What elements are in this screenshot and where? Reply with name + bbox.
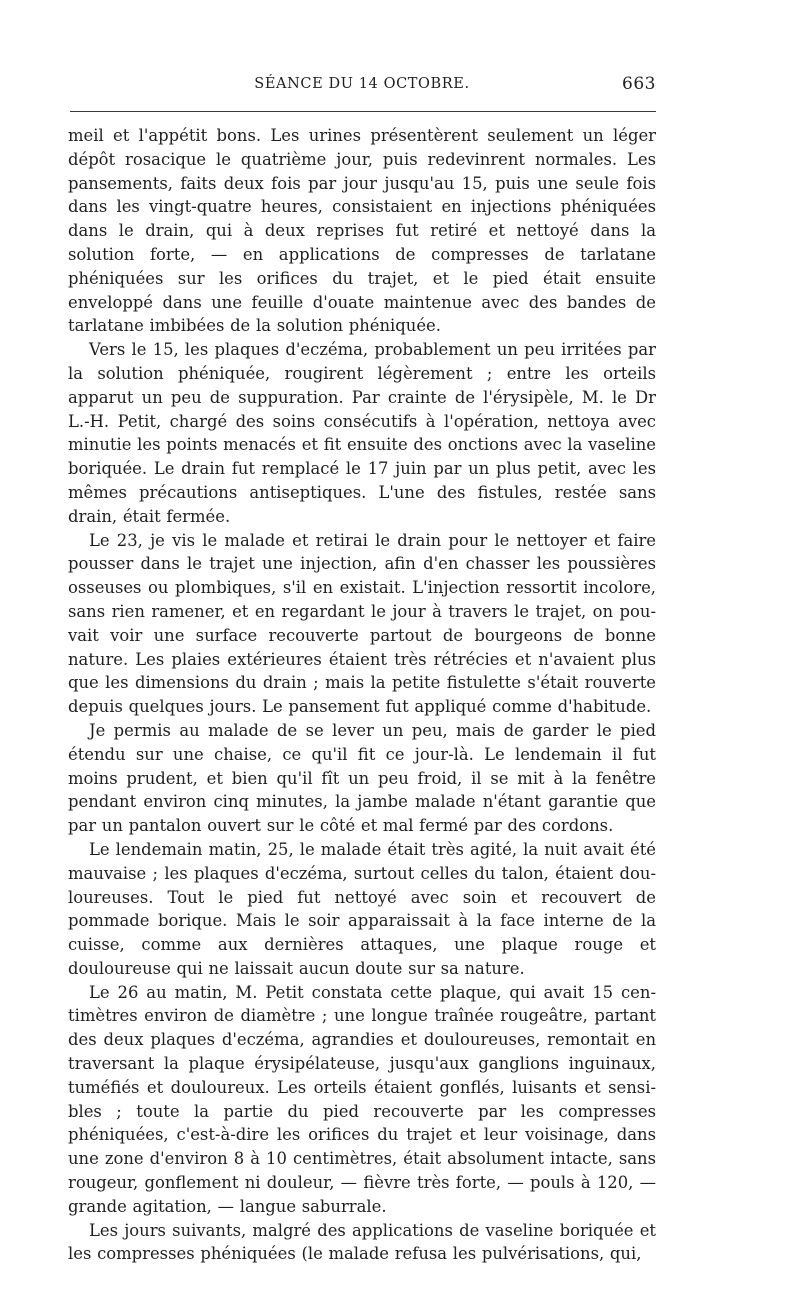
paragraph: Je permis au malade de se lever un peu, mais de garder le pied étendu sur une chaise, ce qu'il fit ce jour-là. Le lendemain il fut moins prudent, et bien qu'il fît un peu froid, il se mit à la fenêtre pendant environ cinq minutes, la jambe malade n'étant garantie que par un pantalon ouvert sur le côté et mal fermé par des cordons. <box>68 720 656 836</box>
header-rule <box>70 111 656 112</box>
body-text <box>68 124 656 1266</box>
paragraph: Le lendemain matin, 25, le malade était très agité, la nuit avait été mauvaise ; les plaques d'eczéma, surtout celles du talon, étaient douloureuses. Tout le pied fut nettoyé avec soin et recouvert de pommade borique. Mais le soir apparaissait à la face interne de la cuisse, comme aux dernières attaques, une plaque rouge et douloureuse qui ne laissait aucun doute sur sa nature. <box>68 839 656 978</box>
paragraph: Le 23, je vis le malade et retirai le drain pour le nettoyer et faire pousser dans le trajet une injection, afin d'en chasser les poussières osseuses ou plombiques, s'il en existait. L'injection ressortit incolore, sans rien ramener, et en regardant le jour à travers le trajet, on pouvait voir une surface recouverte partout de bourgeons de bonne nature. Les plaies extérieures étaient très rétrécies et n'avaient plus que les dimensions du drain ; mais la petite fistulette s'était rouverte depuis quelques jours. Le pansement fut appliqué comme d'habitude. <box>68 530 656 717</box>
paragraph: Les jours suivants, malgré des applications de vaseline boriquée et les compresses phéniquées (le malade refusa les pulvérisations, qui, <box>68 1220 656 1264</box>
paragraph: Le 26 au matin, M. Petit constata cette plaque, qui avait 15 centimètres environ de diamètre ; une longue traînée rougeâtre, partant des deux plaques d'eczéma, agrandies et douloureuses, remontait en traversant la plaque érysipélateuse, jusqu'aux ganglions inguinaux, tuméfiés et douloureux. Les orteils étaient gonflés, luisants et sensibles ; toute la partie du pied recouverte par les compresses phéniquées, c'est-à-dire les orifices du trajet et leur voisinage, dans une zone d'environ 8 à 10 centimètres, était absolument intacte, sans rougeur, gonflement ni douleur, — fièvre très forte, — pouls à 120, — grande agitation, — langue saburrale. <box>68 982 656 1216</box>
running-title: SÉANCE DU 14 OCTOBRE. <box>254 76 470 92</box>
page-header <box>68 74 656 100</box>
page-number: 663 <box>622 74 656 94</box>
paragraph: Vers le 15, les plaques d'eczéma, probablement un peu irritées par la solution phéniquée, rougirent légèrement ; entre les orteils apparut un peu de suppuration. Par crainte de l'érysipèle, M. le Dr L.-H. Petit, chargé des soins consécutifs à l'opération, nettoya avec minutie les points menacés et fit ensuite des onctions avec la vaseline boriquée. Le drain fut remplacé le 17 juin par un plus petit, avec les mêmes précautions antiseptiques. L'une des fistules, restée sans drain, était fermée. <box>68 340 656 526</box>
paragraph-continued: meil et l'appétit bons. Les urines présentèrent seulement un léger dépôt rosacique le quatrième jour, puis redevinrent normales. Les pansements, faits deux fois par jour jusqu'au 15, puis une seule fois dans les vingt-quatre heures, consistaient en injections phéniquées dans le drain, qui à deux reprises fut retiré et nettoyé dans la solution forte, — en applications de compresses de tarlatane phéniquées sur les orifices du trajet, et le pied était ensuite enveloppé dans une feuille d'ouate maintenue avec des bandes de tarlatane imbibées de la solution phéniquée. <box>68 126 656 336</box>
